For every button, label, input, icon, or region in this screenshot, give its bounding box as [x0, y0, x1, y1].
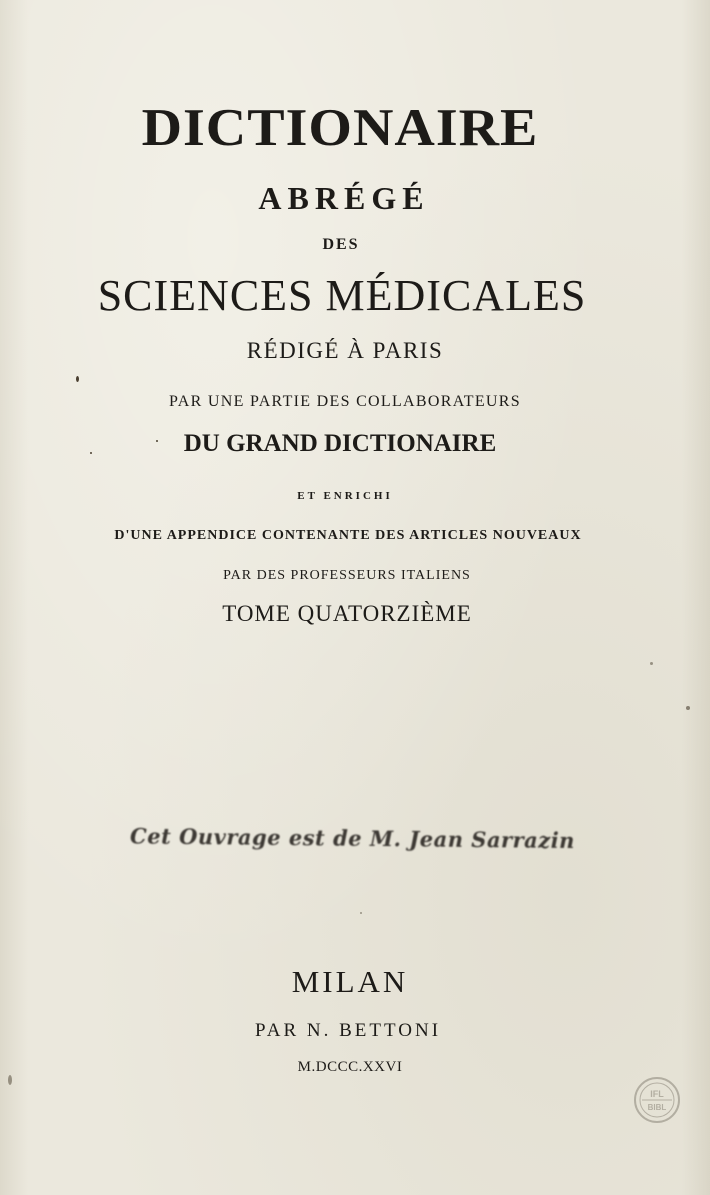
paper-speck	[90, 452, 92, 454]
library-seal-bottom-text: BIBL	[647, 1103, 667, 1112]
authors-line-grand-dictionaire: DU GRAND DICTIONAIRE	[183, 430, 497, 457]
paper-speck	[156, 440, 158, 442]
subtitle-redige-a-paris: RÉDIGÉ À PARIS	[246, 338, 444, 363]
paper-speck	[8, 1075, 12, 1085]
imprint-publisher: PAR N. BETTONI	[254, 1020, 442, 1041]
library-seal-top-text: IFL	[650, 1089, 664, 1099]
paper-speck	[360, 912, 362, 914]
ownership-stamp: Cet Ouvrage est de M. Jean Sarrazin	[129, 823, 576, 854]
volume-number: TOME QUATORZIÈME	[222, 601, 472, 626]
paper-speck	[76, 376, 79, 382]
enriched-line-appendice: D'UNE APPENDICE CONTENANTE DES ARTICLES NOUVEAUX	[114, 528, 582, 543]
subtitle-sciences-medicales: SCIENCES MÉDICALES	[97, 271, 587, 320]
paper-speck	[650, 662, 653, 665]
subtitle-des: DES	[322, 236, 360, 253]
imprint-year: M.DCCC.XXVI	[297, 1059, 403, 1075]
imprint-city: MILAN	[291, 964, 409, 999]
enriched-line-et-enrichi: ET ENRICHI	[297, 490, 393, 502]
paper-speck	[686, 706, 690, 710]
authors-line-collaborateurs: PAR UNE PARTIE DES COLLABORATEURS	[169, 393, 521, 410]
book-title: DICTIONAIRE	[141, 98, 539, 158]
subtitle-abrege: ABRÉGÉ	[258, 180, 430, 216]
library-seal-icon	[632, 1075, 682, 1125]
enriched-line-professeurs: PAR DES PROFESSEURS ITALIENS	[223, 568, 471, 583]
